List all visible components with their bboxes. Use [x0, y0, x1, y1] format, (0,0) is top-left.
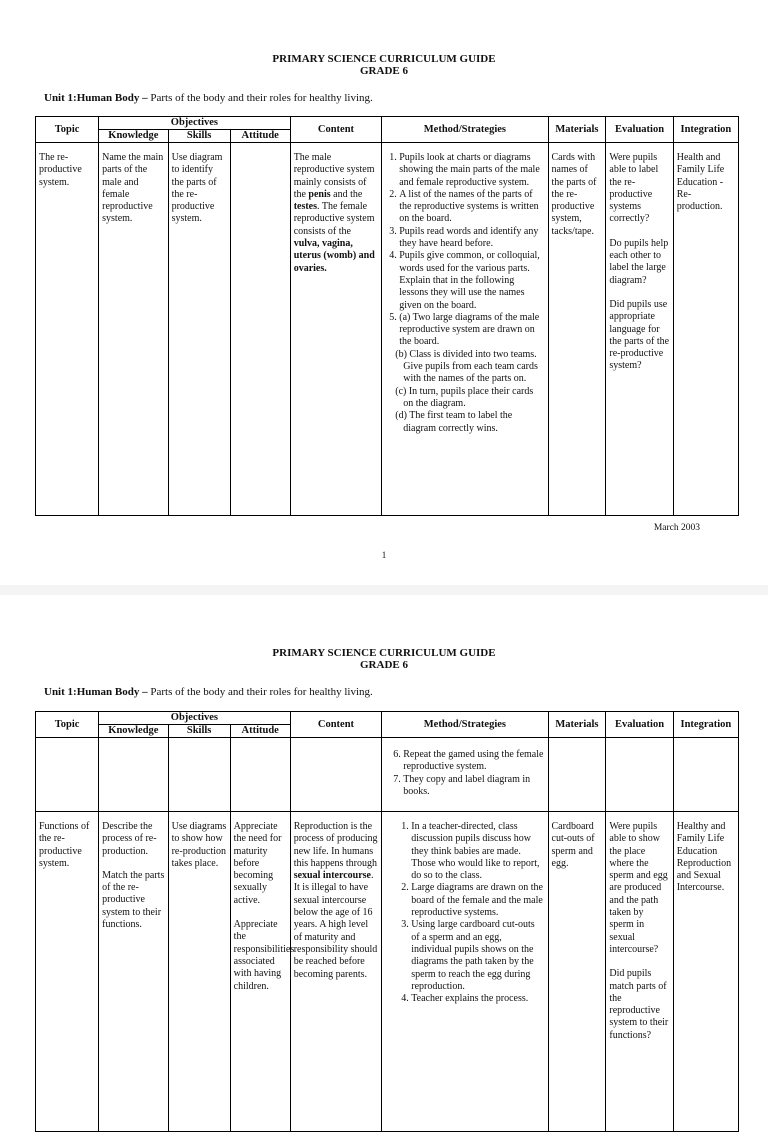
col-header-skills: Skills — [168, 725, 230, 738]
integration-cell: Healthy and Family Life Education Reproduction and Sexual Intercourse. — [673, 812, 738, 1132]
col-header-method: Method/Strategies — [382, 712, 548, 738]
document-page-2 — [0, 585, 768, 1041]
col-header-attitude: Attitude — [230, 130, 290, 143]
col-header-objectives: Objectives — [99, 117, 291, 130]
col-header-attitude: Attitude — [230, 725, 290, 738]
unit-description: Parts of the body and their roles for healthy living. — [147, 686, 373, 698]
attitude-cell — [230, 143, 290, 516]
grade-label: GRADE 6 — [360, 659, 408, 671]
unit-label: Unit 1:Human Body – — [44, 92, 148, 104]
page-gap — [0, 585, 768, 595]
grade-label: GRADE 6 — [360, 65, 408, 77]
method-cell: 1. In a teacher-directed, class discussion pupils discuss how they think babies are made. Those who would like to report, do so to the class. 2. Large diagrams are drawn on the board of the female and the male reproductive systems. 3. Using large cardboard cut-outs of a sperm and an egg, individual pupils shows on the diagrams the path taken by the sperm to reach the egg during reproduction. 4. Teacher explains the process. — [382, 812, 548, 1132]
page-title: PRIMARY SCIENCE CURRICULUM GUIDE — [272, 53, 496, 65]
page-title: PRIMARY SCIENCE CURRICULUM GUIDE — [272, 647, 496, 659]
col-header-knowledge: Knowledge — [99, 130, 168, 143]
evaluation-cell: Were pupils able to show the place where the sperm and egg are produced and the path taken by sperm in sexual intercourse? Did pupils match parts of the reproductive system to their functions? — [606, 812, 673, 1132]
materials-cell: Cardboard cut-outs of sperm and egg. — [548, 812, 606, 1132]
knowledge-cell: Name the main parts of the male and female reproductive system. — [99, 143, 168, 516]
integration-cell: Health and Family Life Education - Re-production. — [673, 143, 738, 516]
evaluation-cell: Were pupils able to label the re-productive systems correctly? Do pupils help each other to label the large diagram? Did pupils use appropriate language for the parts of the re-productive system? — [606, 143, 673, 516]
col-header-method: Method/Strategies — [382, 117, 548, 143]
col-header-topic: Topic — [36, 117, 99, 143]
attitude-cell: Appreciate the need for maturity before becoming sexually active. Appreciate the responsibilities associated with having children. — [230, 812, 290, 1132]
col-header-integration: Integration — [673, 117, 738, 143]
col-header-topic: Topic — [36, 712, 99, 738]
method-cell-continued: 6. Repeat the gamed using the female reproductive system. 7. They copy and label diagram in books. — [382, 738, 548, 812]
col-header-content: Content — [290, 712, 382, 738]
unit-heading — [44, 686, 373, 698]
col-header-evaluation: Evaluation — [606, 117, 673, 143]
document-date: March 2003 — [653, 523, 700, 533]
unit-label: Unit 1:Human Body – — [44, 686, 148, 698]
content-cell: Reproduction is the process of producing new life. In humans this happens through sexual intercourse. It is illegal to have sexual intercourse below the age of 16 years. A high level of maturity and responsibility should be reached before becoming parents. — [290, 812, 382, 1132]
unit-description: Parts of the body and their roles for healthy living. — [147, 92, 373, 104]
topic-cell: The re-productive system. — [36, 143, 99, 516]
method-list: 1. Pupils look at charts or diagrams showing the main parts of the male and female reproductive system. 2. A list of the names of the parts of the reproductive systems is written on the board. 3. Pupils read words and identify any they have heard before. 4. Pupils give common, or colloquial, words used for the various parts. Explain that in the following lessons they will use the names given on the board. 5. (a) Two large diagrams of the male reproductive system are drawn on the board. — [385, 152, 544, 349]
topic-cell: Functions of the re-productive system. — [36, 812, 99, 1132]
curriculum-table — [35, 116, 739, 516]
col-header-skills: Skills — [168, 130, 230, 143]
page-number: 1 — [381, 550, 387, 560]
col-header-materials: Materials — [548, 117, 606, 143]
unit-heading — [44, 92, 373, 104]
skills-cell: Use diagrams to show how re-production takes place. — [168, 812, 230, 1132]
skills-cell: Use diagram to identify the parts of the re-productive system. — [168, 143, 230, 516]
col-header-integration: Integration — [673, 712, 738, 738]
col-header-content: Content — [290, 117, 382, 143]
materials-cell: Cards with names of the parts of the re-productive system, tacks/tape. — [548, 143, 606, 516]
col-header-objectives: Objectives — [99, 712, 291, 725]
col-header-knowledge: Knowledge — [99, 725, 168, 738]
col-header-evaluation: Evaluation — [606, 712, 673, 738]
knowledge-cell: Describe the process of re-production. Match the parts of the re-productive system to their functions. — [99, 812, 168, 1132]
method-cell: 1. Pupils look at charts or diagrams showing the main parts of the male and female reproductive system. 2. A list of the names of the parts of the reproductive systems is written on the board. 3. Pupils read words and identify any they have heard before. 4. Pupils give common, or colloquial, words used for the various parts. Explain that in the following lessons they will use the names given on the board. 5. (a) Two large diagrams of the male reproductive system are drawn on the board. (b) Class is divided into two teams. Give pupils from each team cards with the names of the parts on. (c) In turn, pupils place their cards on the diagram. (d) The first team to label the diagram correctly wins. — [382, 143, 548, 516]
col-header-materials: Materials — [548, 712, 606, 738]
content-cell: The male reproductive system mainly consists of the penis and the testes. The female reproductive system consists of the vulva, vagina, uterus (womb) and ovaries. — [290, 143, 382, 516]
curriculum-table-continued — [35, 711, 739, 1132]
